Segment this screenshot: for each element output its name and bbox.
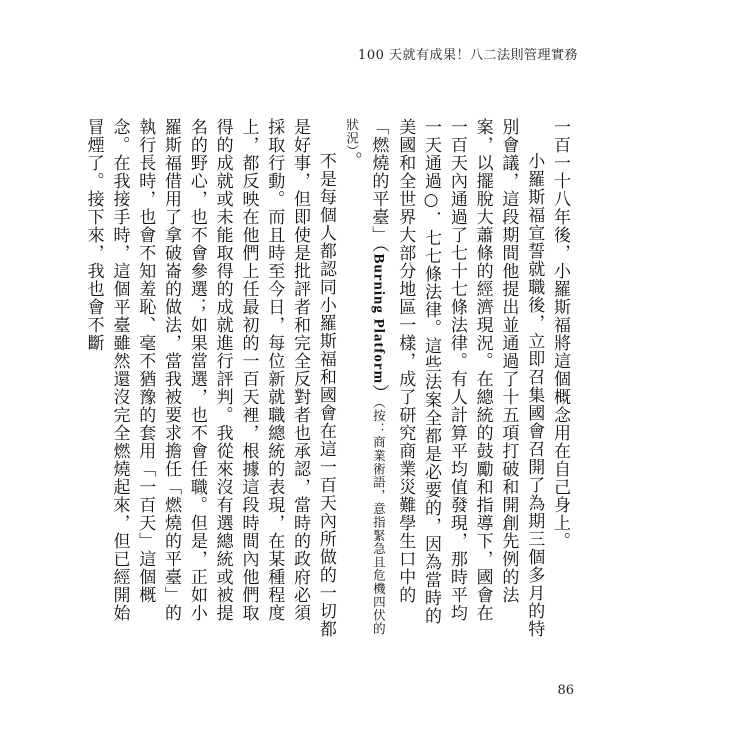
vertical-body-text	[83, 118, 572, 638]
paragraph-2-annotation: （按：商業術語，意指緊急且危機四伏的狀況）	[344, 118, 387, 636]
running-header: 100 天就有成果！八二法則管理實務	[358, 48, 578, 63]
paragraph-2-bracket: ）	[368, 384, 389, 403]
paragraph-1: 一百一十八年後，小羅斯福將這個概念用在自己身上。	[550, 118, 570, 550]
paragraph-3: 不是每個人都認同小羅斯福和國會在這一百天內所做的一切都是好事，但即使是批評者和完全反對者也承認，當時的政府必須採取行動。而且時至今日，每位新就職總統的表現，在某種程度上，都反映在他們上任最初的一百天裡，根據這段時間內他們取得的成就或未能取得的成就進行評判。我從來沒有選總統或被提名的野心，也不會參選；如果當選，也不會任職。但是，正如小羅斯福借用了拿破崙的做法，當我被要求擔任「燃燒的平臺」的執行長時，也會不知羞恥、毫不猶豫的套用「一百天」這個概念。在我接手時，這個平臺雖然還沒完全燃燒起來，但已經開始冒煙了。接下來，我也會不斷	[83, 118, 336, 638]
paragraph-2-end: 。	[341, 151, 362, 170]
page-number: 86	[557, 683, 574, 698]
paragraph-2-text: 小羅斯福宣誓就職後，立即召集國會召開了為期三個多月的特別會議，這段期間他提出並通過了十五項打破和開創先例的法案，以擺脫大蕭條的經濟現況。在總統的鼓勵和指導下，國會在一百天內通過了七十七條法律。有人計算平均值發現，那時平均一天通過○．七七條法律。這些法案全都是必要的，因為當時的美國和全世界大部分地區一樣，成了研究商業災難學生口中的「燃燒的平臺」（	[368, 118, 545, 638]
paragraph-2-english-term: Burning Platform	[370, 253, 387, 385]
paragraph-2	[338, 118, 546, 638]
